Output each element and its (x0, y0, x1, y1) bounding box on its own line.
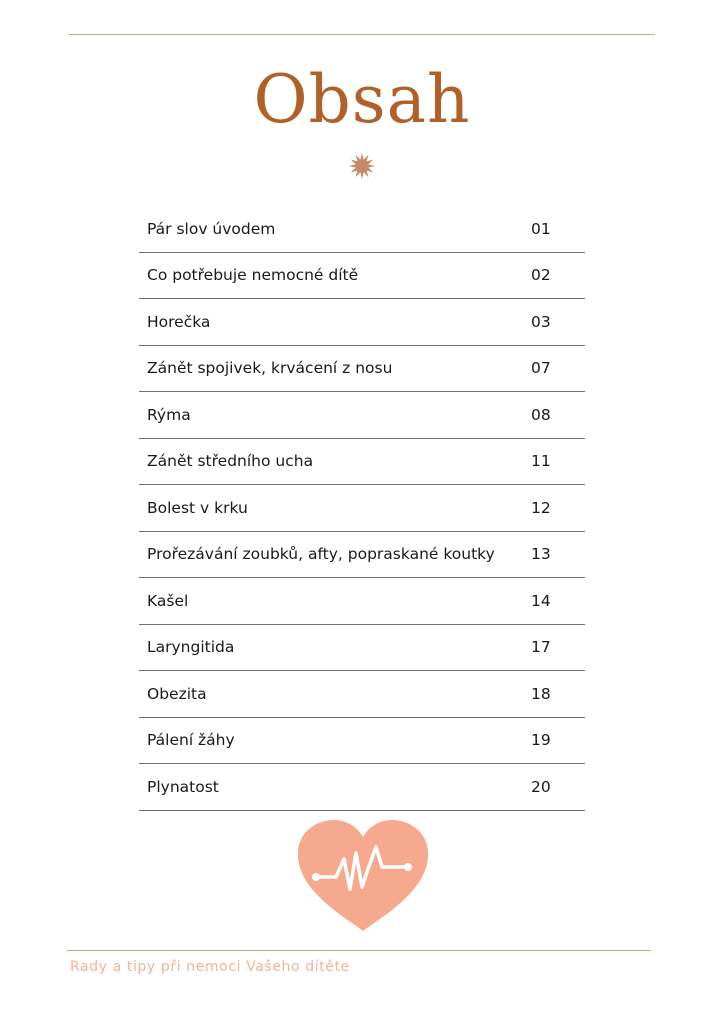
toc-entry-title: Zánět spojivek, krvácení z nosu (147, 359, 393, 378)
footer-text: Rady a tipy při nemoci Vašeho dítěte (70, 959, 350, 975)
toc-entry-title: Zánět středního ucha (147, 452, 314, 471)
toc-row (139, 625, 585, 672)
toc-row (139, 718, 585, 765)
toc-entry-page: 18 (531, 684, 551, 703)
toc-entry-page: 01 (531, 219, 551, 238)
toc-entry-title: Horečka (147, 312, 211, 331)
toc-entry-page: 14 (531, 591, 551, 610)
toc-entry-page: 17 (531, 638, 551, 657)
top-divider (69, 34, 655, 35)
toc-entry-page: 03 (531, 312, 551, 331)
toc-entry-page: 19 (531, 731, 551, 750)
heart-heartbeat-icon (296, 819, 430, 933)
toc-row (139, 764, 585, 811)
toc-row (139, 578, 585, 625)
table-of-contents (139, 206, 585, 811)
bottom-divider (67, 950, 651, 951)
page-title: Obsah (253, 61, 471, 138)
toc-entry-title: Prořezávání zoubků, afty, popraskané koutky (147, 545, 495, 564)
toc-row (139, 253, 585, 300)
toc-entry-page: 02 (531, 266, 551, 285)
toc-row (139, 346, 585, 393)
toc-entry-title: Laryngitida (147, 638, 235, 657)
toc-entry-page: 08 (531, 405, 551, 424)
toc-row (139, 485, 585, 532)
toc-row (139, 532, 585, 579)
toc-entry-page: 12 (531, 498, 551, 517)
toc-entry-title: Pálení žáhy (147, 731, 235, 750)
toc-row (139, 392, 585, 439)
toc-row (139, 439, 585, 486)
toc-entry-title: Bolest v krku (147, 498, 248, 517)
toc-entry-page: 20 (531, 777, 551, 796)
toc-entry-title: Kašel (147, 591, 189, 610)
toc-row (139, 671, 585, 718)
toc-entry-title: Obezita (147, 684, 207, 703)
toc-row (139, 299, 585, 346)
starburst-icon (348, 152, 376, 180)
toc-entry-title: Pár slov úvodem (147, 219, 276, 238)
toc-row (139, 206, 585, 253)
toc-entry-page: 07 (531, 359, 551, 378)
toc-entry-title: Plynatost (147, 777, 219, 796)
toc-entry-page: 11 (531, 452, 551, 471)
toc-entry-page: 13 (531, 545, 551, 564)
toc-entry-title: Co potřebuje nemocné dítě (147, 266, 359, 285)
toc-entry-title: Rýma (147, 405, 191, 424)
